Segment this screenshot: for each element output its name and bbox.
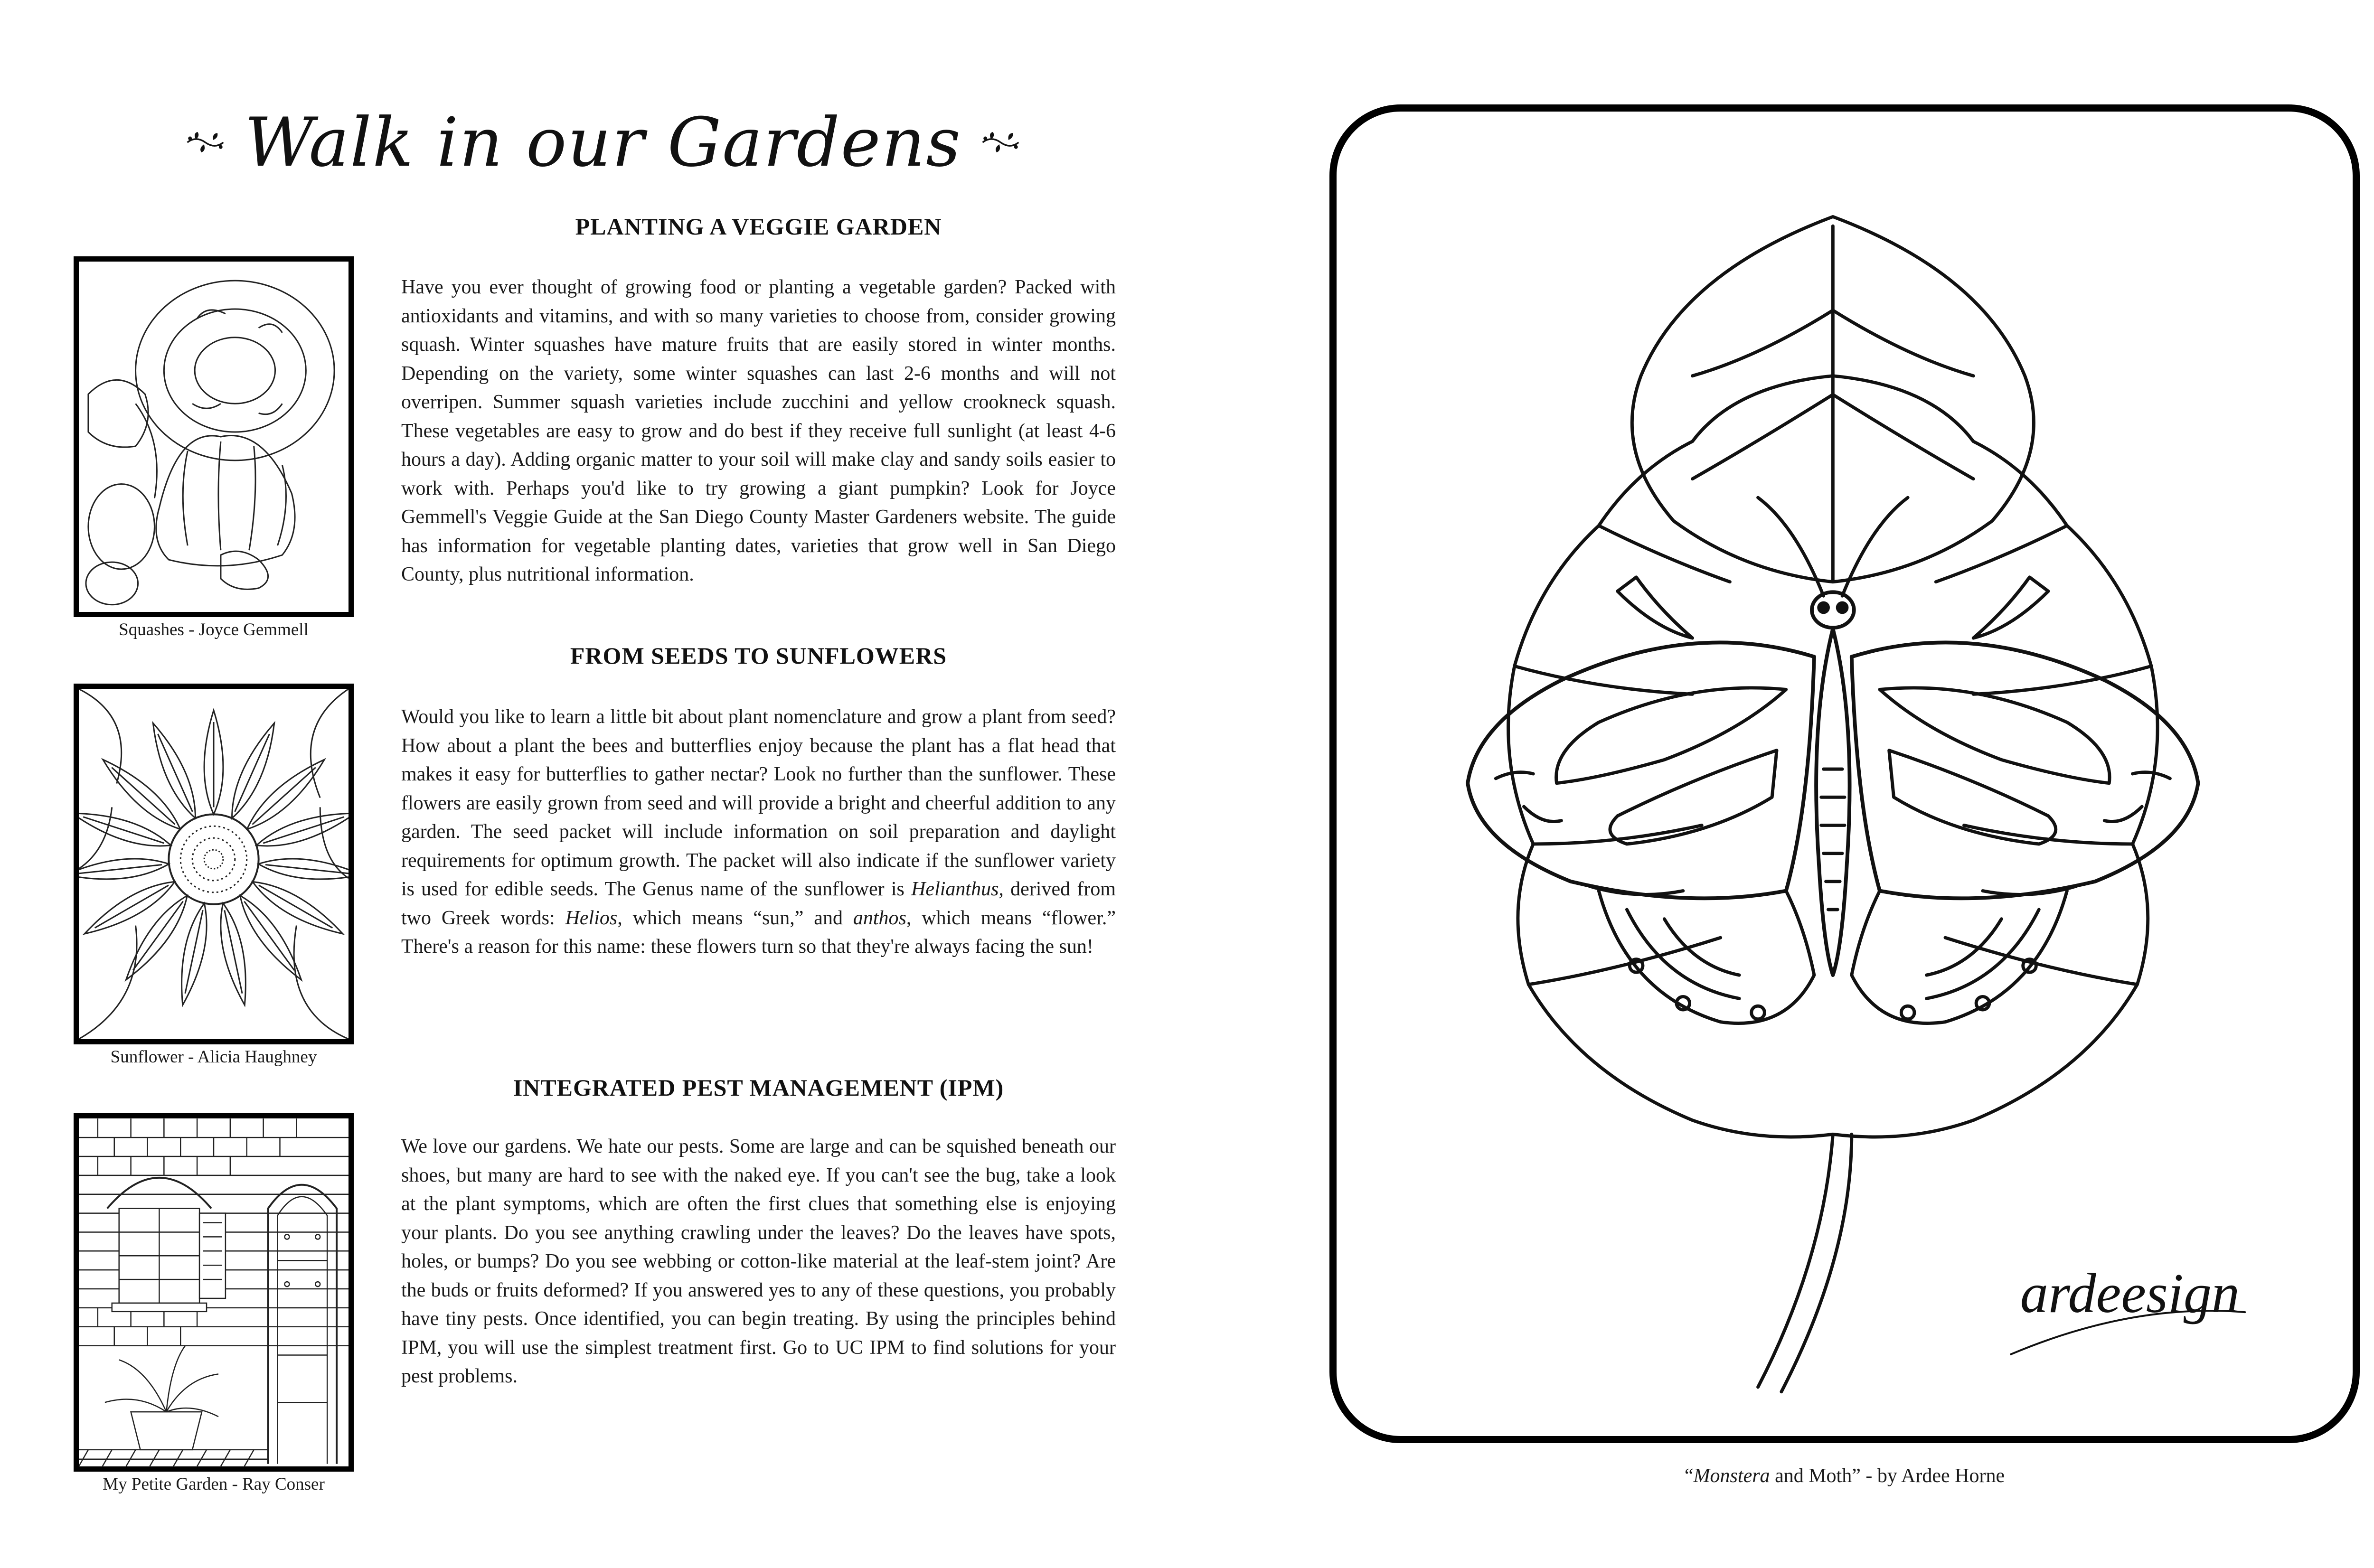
feature-caption-open-quote: “: [1684, 1465, 1694, 1487]
title-row: [185, 95, 1021, 190]
monstera-and-moth-drawing: [1337, 112, 2353, 1436]
ipm-body: We love our gardens. We hate our pests. Some are large and can be squished beneath our shoes, but many are hard to see with the naked eye. If you can't see the bug, take a look at the plant symptoms, which are often the first clues that something else is enjoying your plants. Do you see anything crawling under the leaves? Do the leaves have spots, holes, or bumps? Do you see webbing or cotton-like material at the leaf-stem joint? Are the buds or fruits deformed? If you answered yes to any of these questions, you probably have tiny pests. Once identified, you can begin treating. By using the principles behind IPM, you will use the simplest treatment first. Go to UC IPM to find solutions for your pest problems.: [401, 1136, 1116, 1387]
moth-left-wing-icon: [1468, 642, 1814, 898]
petite-garden-caption: My Petite Garden - Ray Conser: [103, 1474, 325, 1494]
leaf-stem-icon: [1758, 1134, 1852, 1391]
feature-caption-rest: and Moth” - by Ardee Horne: [1770, 1465, 2005, 1487]
feature-caption: [1329, 1465, 2360, 1487]
petite-garden-drawing-icon: [79, 1118, 349, 1466]
left-flourish-icon: [185, 121, 226, 164]
artist-signature: ardeesign: [2020, 1262, 2240, 1325]
sunflower-drawing-icon: [79, 689, 349, 1039]
sunflowers-body-part-3: , which means “sun,” and: [617, 907, 843, 929]
sunflower-illustration: [74, 684, 354, 1044]
coloring-frame: [1329, 104, 2360, 1443]
page-title: Walk in our Gardens: [244, 103, 962, 182]
sunflowers-body-part-2: derived from two Greek words:: [401, 878, 1116, 929]
veggie-body: Have you ever thought of growing food or planting a vegetable garden? Packed with antioxidants and vitamins, and with so many varieties to choose from, consider growing squash. Winter squashes have mature fruits that are easily stored in winter months. Depending on the variety, some winter squashes can last 2-6 months and will not overripen. Summer squash varieties include zucchini and yellow crookneck squash. These vegetables are easy to grow and do best if they receive full sunlight (at least 4-6 hours a day). Adding organic matter to your soil will make clay and sandy soils easier to work with. Perhaps you'd like to try growing a giant pumpkin? Look for Joyce Gemmell's Veggie Guide at the San Diego County Master Gardeners website. The guide has information for vegetable planting dates, varieties that grow well in San Diego County, plus nutritional information.: [401, 276, 1116, 585]
sunflowers-body-part-1: Would you like to learn a little bit about plant nomenclature and grow a plant from seed? How about a plant the bees and butterflies enjoy because the plant has a flat head that makes it easy for butterflies to gather nectar? Look no further than the sunflower. These flowers are easily grown from seed and will provide a bright and cheerful addition to any garden. The seed packet will include information on soil preparation and daylight requirements for optimum growth. The packet will also indicate if the sunflower variety is used for edible seeds. The Genus name of the sunflower is: [401, 706, 1116, 900]
veggie-heading: PLANTING A VEGGIE GARDEN: [575, 213, 942, 240]
sunflowers-heading: FROM SEEDS TO SUNFLOWERS: [570, 642, 947, 669]
squashes-caption: Squashes - Joyce Gemmell: [119, 620, 309, 639]
sunflower-caption: Sunflower - Alicia Haughney: [110, 1047, 317, 1067]
greek-word-helios: Helios: [565, 907, 618, 929]
sunflowers-body: [401, 703, 1116, 961]
petite-garden-illustration: [74, 1113, 354, 1472]
genus-word: Helianthus,: [911, 878, 1004, 900]
ipm-heading: INTEGRATED PEST MANAGEMENT (IPM): [513, 1074, 1004, 1101]
moth-right-wing-icon: [1852, 642, 2198, 898]
squash-drawing-icon: [79, 262, 349, 612]
sunflowers-body-part-4: , which means “flower.” There's a reason for this name: these flowers turn so that they're always facing the sun!: [401, 907, 1116, 958]
right-flourish-icon: [980, 121, 1021, 164]
squashes-illustration: [74, 256, 354, 617]
greek-word-anthos: anthos: [853, 907, 906, 929]
feature-caption-italic: Monstera: [1693, 1465, 1770, 1487]
